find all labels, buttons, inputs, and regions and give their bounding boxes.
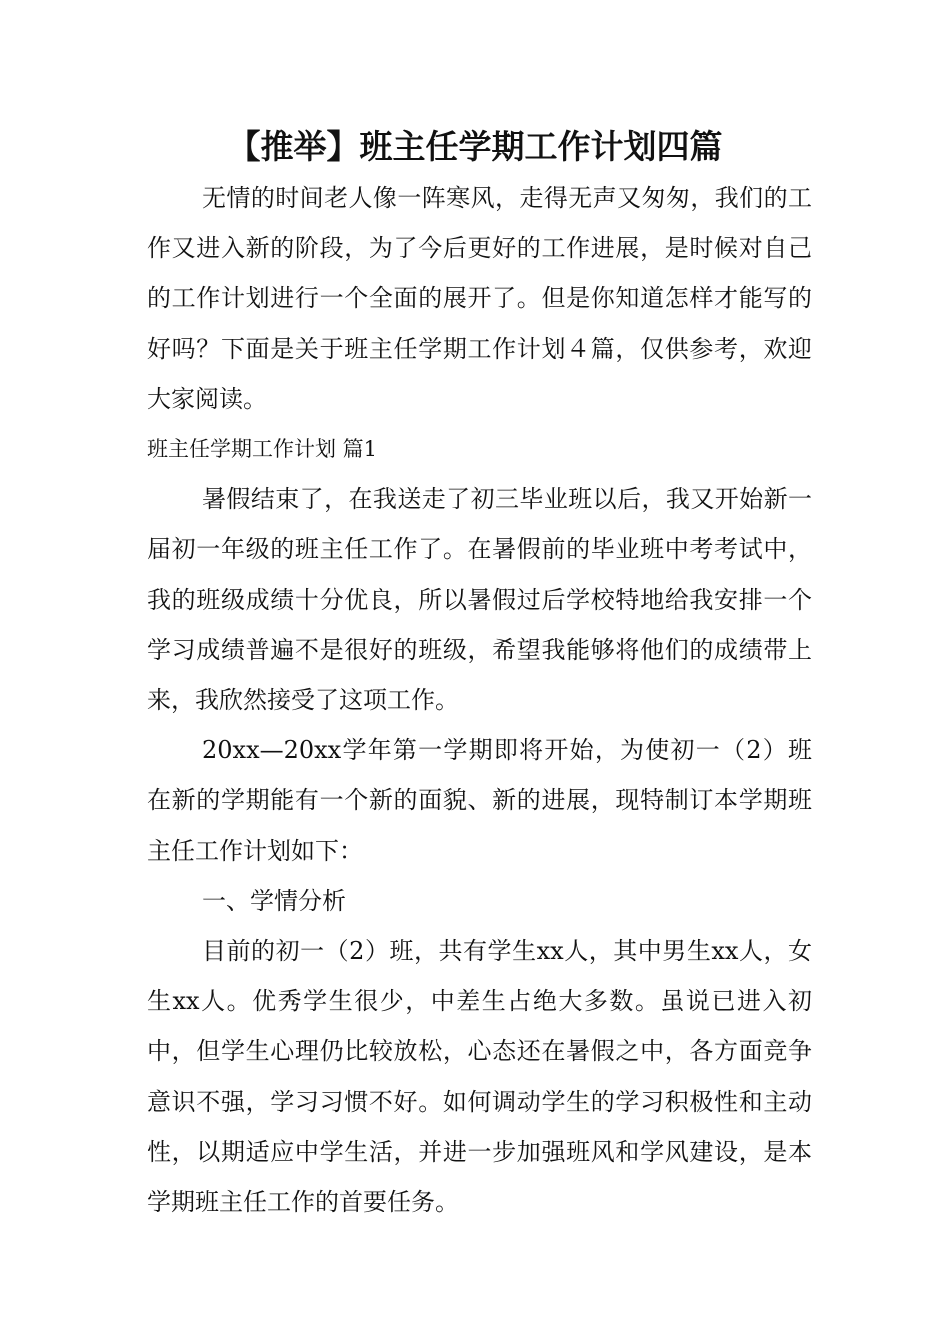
body-paragraph: 暑假结束了，在我送走了初三毕业班以后，我又开始新一届初一年级的班主任工作了。在暑假前的毕业班中考考试中，我的班级成绩十分优良，所以暑假过后学校特地给我安排一个学习成绩普遍不是很好的班级，希望我能够将他们的成绩带上来，我欣然接受了这项工作。 [147,485,812,715]
subsection-heading: 一、学情分析 [202,886,346,915]
document-title: 【推举】班主任学期工作计划四篇 [227,127,723,166]
body-paragraph: 20xx—20xx学年第一学期即将开始，为使初一（2）班在新的学期能有一个新的面貌、新的进展，现特制订本学期班主任工作计划如下： [147,736,812,865]
section-heading-plan-1: 班主任学期工作计划 篇1 [147,437,378,462]
intro-paragraph: 无情的时间老人像一阵寒风，走得无声又匆匆，我们的工作又进入新的阶段，为了今后更好的工作进展，是时候对自己的工作计划进行一个全面的展开了。但是你知道怎样才能写的好吗？下面是关于班主任学期工作计划４篇，仅供参考，欢迎大家阅读。 [147,184,812,413]
document-body [147,173,812,1227]
body-paragraph: 目前的初一（2）班，共有学生xx人，其中男生xx人，女生xx人。优秀学生很少，中差生占绝大多数。虽说已进入初中，但学生心理仍比较放松，心态还在暑假之中，各方面竞争意识不强，学习习惯不好。如何调动学生的学习积极性和主动性，以期适应中学生活，并进一步加强班风和学风建设，是本学期班主任工作的首要任务。 [147,937,812,1217]
